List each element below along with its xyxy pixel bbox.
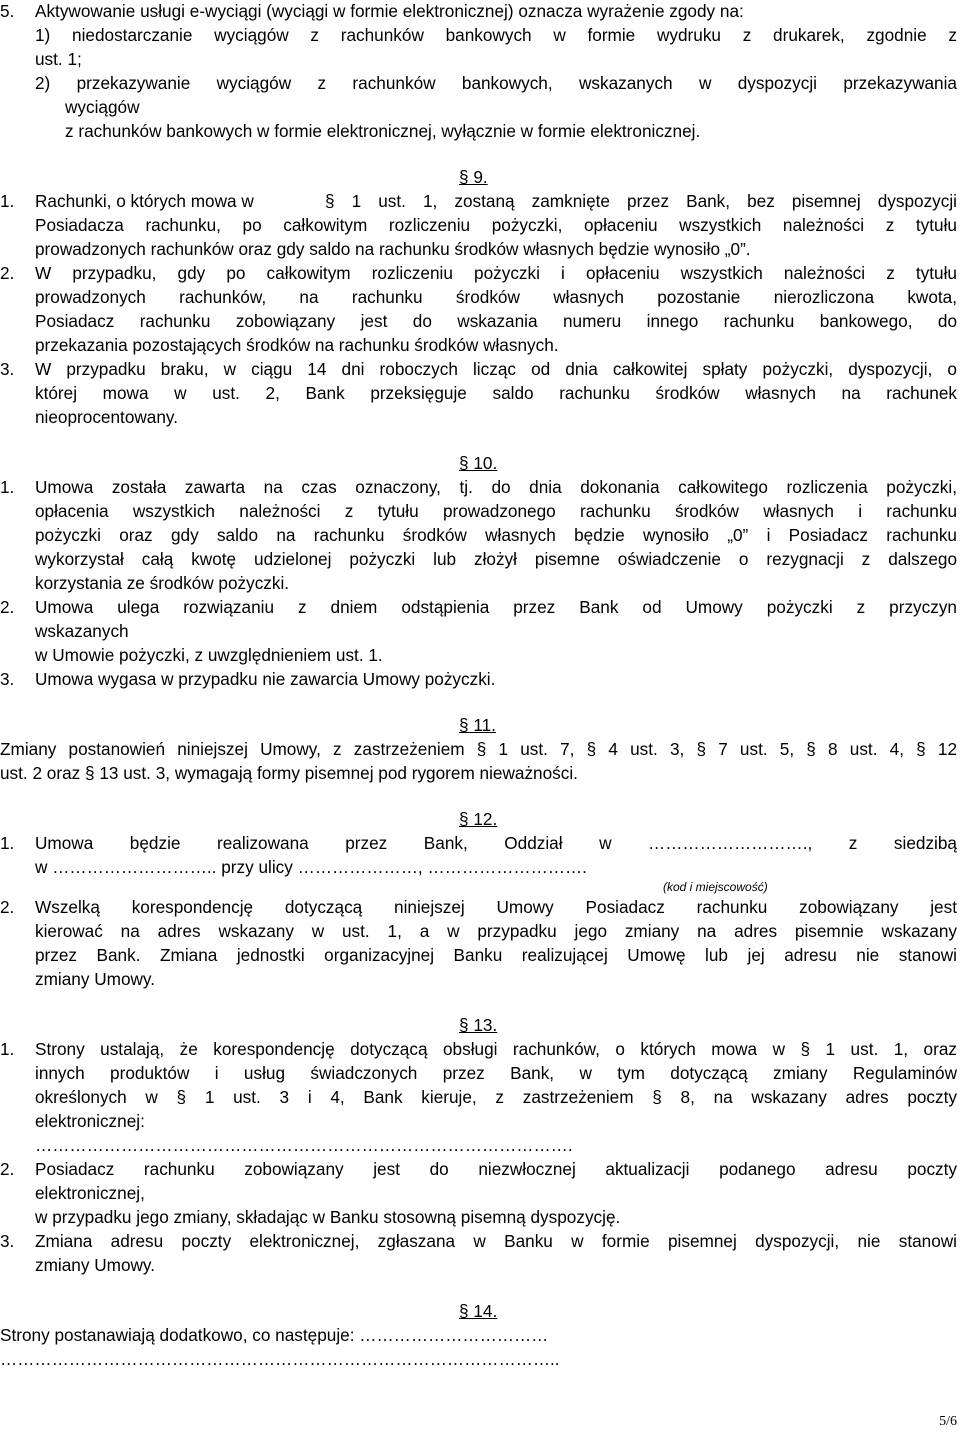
text-line: W przypadku, gdy po całkowitym rozliczeniu pożyczki i opłaceniu wszystkich należności z tytułu (35, 263, 957, 283)
text-line: Posiadacz rachunku zobowiązany jest do wskazania numeru innego rachunku bankowego, do (35, 311, 957, 331)
text-line: Umowa ulega rozwiązaniu z dniem odstąpienia przez Bank od Umowy pożyczki z przyczyn (35, 597, 957, 617)
text-line: Umowa będzie realizowana przez Bank, Oddział w ………………………., z siedzibą (35, 833, 957, 853)
text-line: prowadzonych rachunków, na rachunku środków własnych pozostanie nierozliczona kwota, (35, 287, 957, 307)
text-line: Rachunki, o których mowa w (35, 191, 254, 211)
text-line: Aktywowanie usługi e-wyciągi (wyciągi w formie elektronicznej) oznacza wyrażenie zgody na: (35, 1, 744, 21)
text-line: Wszelką korespondencję dotyczącą niniejszej Umowy Posiadacz rachunku zobowiązany jest (35, 897, 957, 917)
text-line: kierować na adres wskazany w ust. 1, a w przypadku jego zmiany na adres pisemnie wskazany (35, 921, 957, 941)
text-line: § 1 ust. 1, zostaną zamknięte przez Bank, bez pisemnej dyspozycji (325, 191, 957, 211)
text-line: prowadzonych rachunków oraz gdy saldo na rachunku środków własnych będzie wynosiło „0”. (35, 239, 751, 259)
field-caption: (kod i miejscowość) (663, 880, 768, 894)
text-line: opłacenia wszystkich należności z tytułu prowadzonego rachunku środków własnych i rachunku (35, 501, 957, 521)
text-line: nieoprocentowany. (35, 407, 179, 427)
item-number: 5. (0, 1, 15, 21)
text-line: W przypadku braku, w ciągu 14 dni roboczych licząc od dnia całkowitej spłaty pożyczki, dyspozycji, o (35, 359, 957, 379)
text-line: korzystania ze środków pożyczki. (35, 573, 290, 593)
text-line: wskazanych (35, 621, 129, 641)
text-line: wykorzystał całą kwotę udzielonej pożyczki lub złożył pisemne oświadczenie o rezygnacji z dalszego (35, 549, 957, 569)
text-line: Strony ustalają, że korespondencję dotyczącą obsługi rachunków, o których mowa w § 1 ust. 1, oraz (35, 1039, 957, 1059)
page-number: 5/6 (939, 1414, 957, 1429)
item-number: 3. (0, 669, 15, 689)
item-number: 1. (0, 833, 15, 853)
text-line: pożyczki oraz gdy saldo na rachunku środków własnych będzie wynosiło „0” i Posiadacz rachunku (35, 525, 957, 545)
text-line: ust. 1; (35, 49, 82, 69)
text-line: Strony postanawiają dodatkowo, co następuje: …………………………… (0, 1325, 549, 1345)
text-line: wyciągów (65, 97, 140, 117)
item-number: 2. (0, 597, 15, 617)
text-line: 2) przekazywanie wyciągów z rachunków bankowych, wskazanych w dyspozycji przekazywania (35, 73, 957, 93)
text-line: ust. 2 oraz § 13 ust. 3, wymagają formy pisemnej pod rygorem nieważności. (0, 763, 578, 783)
text-line: Zmiana adresu poczty elektronicznej, zgłaszana w Banku w formie pisemnej dyspozycji, nie stanowi (35, 1231, 957, 1251)
text-line: Posiadacza rachunku, po całkowitym rozliczeniu pożyczki, opłaceniu wszystkich należności z tytułu (35, 215, 957, 235)
text-line: przekazania pozostających środków na rachunku środków własnych. (35, 335, 559, 355)
text-line: elektronicznej, (35, 1183, 145, 1203)
text-line: zmiany Umowy. (35, 1255, 156, 1275)
text-line: 1) niedostarczanie wyciągów z rachunków bankowych w formie wydruku z drukarek, zgodnie z (35, 25, 957, 45)
text-line: zmiany Umowy. (35, 969, 156, 989)
text-line: przez Bank. Zmiana jednostki organizacyjnej Banku realizującej Umowę lub jej adresu nie stanowi (35, 945, 957, 965)
section-heading: § 9. (459, 167, 488, 187)
text-line: Umowa wygasa w przypadku nie zawarcia Umowy pożyczki. (35, 669, 496, 689)
item-number: 3. (0, 359, 15, 379)
text-line: elektronicznej: (35, 1111, 145, 1131)
text-line: której mowa w ust. 2, Bank przeksięguje saldo rachunku środków własnych na rachunek (35, 383, 957, 403)
text-line: w Umowie pożyczki, z uwzględnieniem ust. 1. (35, 645, 383, 665)
item-number: 2. (0, 263, 15, 283)
section-heading: § 13. (459, 1015, 498, 1035)
item-number: 2. (0, 897, 15, 917)
item-number: 2. (0, 1159, 15, 1179)
fill-in-line: …………………………………………………………………………………. (35, 1135, 573, 1155)
item-number: 1. (0, 477, 15, 497)
text-line: Zmiany postanowień niniejszej Umowy, z zastrzeżeniem § 1 ust. 7, § 4 ust. 3, § 7 ust. 5, § 8 ust. 4, § 12 (0, 739, 957, 759)
section-heading: § 10. (459, 453, 498, 473)
section-heading: § 12. (459, 809, 498, 829)
text-line: w przypadku jego zmiany, składając w Banku stosowną pisemną dyspozycję. (35, 1207, 621, 1227)
text-line: Umowa została zawarta na czas oznaczony, tj. do dnia dokonania całkowitego rozliczenia pożyczki, (35, 477, 957, 497)
item-number: 1. (0, 1039, 15, 1059)
text-line: Posiadacz rachunku zobowiązany jest do niezwłocznej aktualizacji podanego adresu poczty (35, 1159, 957, 1179)
fill-in-line: …………………………………………………………………………………….. (0, 1349, 560, 1369)
text-line: z rachunków bankowych w formie elektronicznej, wyłącznie w formie elektronicznej. (65, 121, 701, 141)
section-heading: § 14. (459, 1301, 498, 1321)
item-number: 3. (0, 1231, 15, 1251)
item-number: 1. (0, 191, 15, 211)
text-line: określonych w § 1 ust. 3 i 4, Bank kieruje, z zastrzeżeniem § 8, na wskazany adres poczty (35, 1087, 957, 1107)
text-line: w ……………………….. przy ulicy …………………, ………………………. (35, 857, 587, 877)
text-line: innych produktów i usług świadczonych przez Bank, w tym dotyczącą zmiany Regulaminów (35, 1063, 957, 1083)
section-heading: § 11. (459, 715, 496, 735)
